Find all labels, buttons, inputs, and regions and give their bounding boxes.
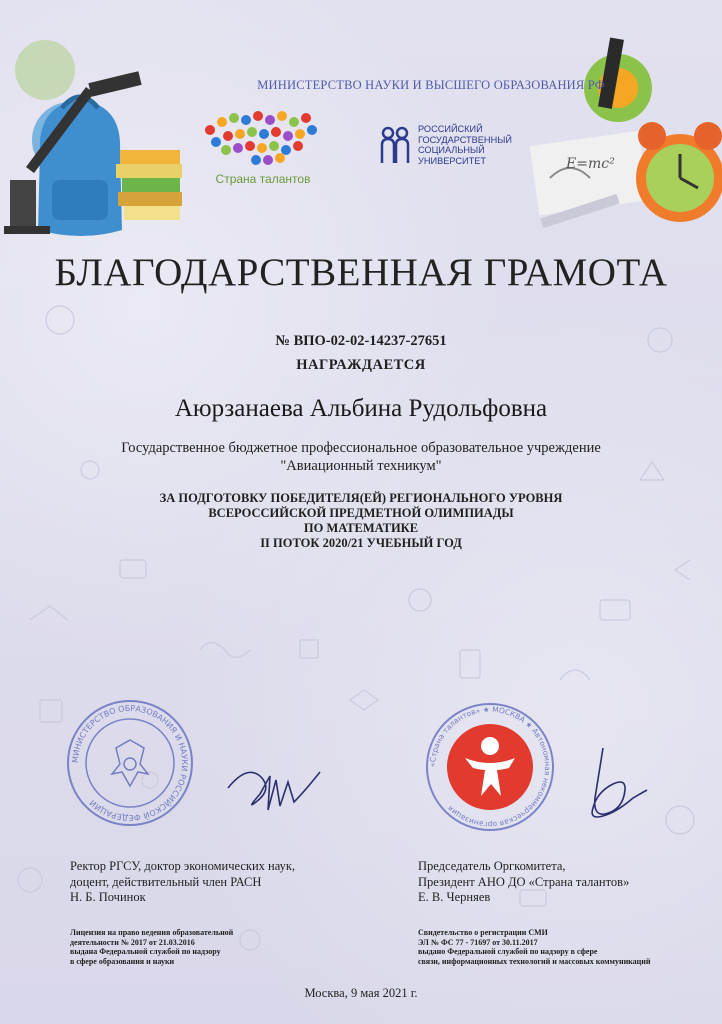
certificate-title: БЛАГОДАРСТВЕННАЯ ГРАМОТА xyxy=(54,251,668,294)
rgsu-line: УНИВЕРСИТЕТ xyxy=(418,155,486,166)
stamp-ring-text: МИНИСТЕРСТВО ОБРАЗОВАНИЯ И НАУКИ РОССИЙСКОЙ ФЕДЕРАЦИИ xyxy=(70,703,190,823)
rgsu-logo-icon xyxy=(378,125,412,165)
rgsu-line: РОССИЙСКИЙ xyxy=(418,124,483,134)
ministry-header: МИНИСТЕРСТВО НАУКИ И ВЫСШЕГО ОБРАЗОВАНИЯ РФ xyxy=(257,78,605,92)
clock-microscope-illustration xyxy=(520,28,722,248)
license-line: выдана Федеральной службой по надзору xyxy=(70,947,221,956)
rgsu-line: ГОСУДАРСТВЕННЫЙ xyxy=(418,134,512,145)
license-line: связи, информационных технологий и массовых коммуникаций xyxy=(418,956,651,966)
rgsu-line: СОЦИАЛЬНЫЙ xyxy=(418,145,485,155)
school-supplies-illustration xyxy=(0,30,200,250)
license-line: в сфере образования и науки xyxy=(70,956,175,966)
svg-text:МИНИСТЕРСТВО ОБРАЗОВАНИЯ И НАУ xyxy=(71,704,189,822)
license-line: Лицензия на право ведения образовательной xyxy=(70,928,234,937)
media-registration xyxy=(418,928,651,966)
strana-talantov-stamp xyxy=(425,702,555,832)
signatory-line: доцент, действительный член РАСН xyxy=(70,874,262,889)
license-line: деятельности № 2017 от 21.03.2016 xyxy=(70,937,195,947)
license-line: ЭЛ № ФС 77 - 71697 от 30.11.2017 xyxy=(418,937,538,947)
signatory-name: Н. Б. Починок xyxy=(70,890,146,904)
strana-talantov-caption: Страна талантов xyxy=(215,172,311,186)
rgsu-name xyxy=(418,124,538,166)
ministry-stamp xyxy=(65,698,195,828)
institution-line: Государственное бюджетное профессиональное образовательное учреждение xyxy=(121,440,601,456)
reason-line: II ПОТОК 2020/21 УЧЕБНЫЙ ГОД xyxy=(260,536,462,550)
stamp-ring-text: «Страна талантов» ★ МОСКВА ★ Автономная некоммерческая организация xyxy=(427,704,553,830)
license-line: выдано Федеральной службой по надзору в сфере xyxy=(418,947,598,956)
award-reason xyxy=(0,491,722,551)
svg-text:E=mc²: E=mc² xyxy=(566,156,615,172)
chairman-signature-block xyxy=(418,859,629,906)
signatory-name: Е. В. Черняев xyxy=(418,890,491,904)
reason-line: ПО МАТЕМАТИКЕ xyxy=(303,521,419,535)
place-and-date: Москва, 9 мая 2021 г. xyxy=(304,986,418,1000)
reason-line: ЗА ПОДГОТОВКУ ПОБЕДИТЕЛЯ(ЕЙ) РЕГИОНАЛЬНОГО УРОВНЯ xyxy=(159,491,563,505)
education-license xyxy=(70,928,233,966)
signatory-line: Ректор РГСУ, доктор экономических наук, xyxy=(70,859,296,873)
awarded-label: НАГРАЖДАЕТСЯ xyxy=(296,357,426,373)
signatory-line: Председатель Оргкомитета, xyxy=(418,859,566,873)
certificate-number: № ВПО-02-02-14237-27651 xyxy=(275,333,447,349)
rector-signature-block xyxy=(70,859,295,906)
chairman-signature xyxy=(563,740,658,830)
rector-signature xyxy=(222,748,342,818)
recipient-name: Аюрзанаева Альбина Рудольфовна xyxy=(174,395,548,422)
reason-line: ВСЕРОССИЙСКОЙ ПРЕДМЕТНОЙ ОЛИМПИАДЫ xyxy=(208,506,514,520)
license-line: Свидетельство о регистрации СМИ xyxy=(418,928,548,937)
signatory-line: Президент АНО ДО «Страна талантов» xyxy=(418,874,630,889)
institution-name: "Авиационный техникум" xyxy=(280,458,442,474)
